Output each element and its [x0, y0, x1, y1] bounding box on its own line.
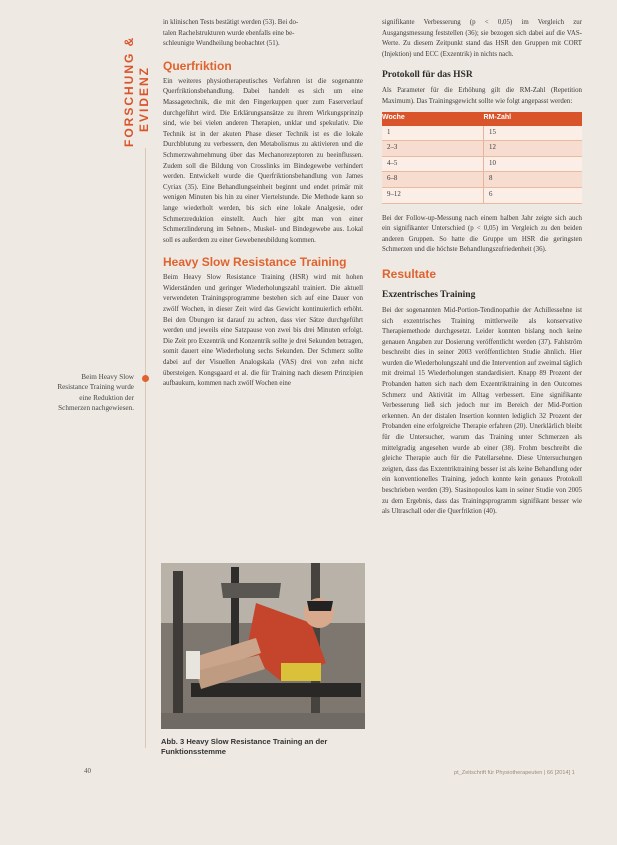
section-tab-line2: EVIDENZ — [137, 65, 151, 132]
paragraph-hsr: Beim Heavy Slow Resistance Training (HSR) wird mit hohen Widerständen und geringer Wiederholungszahl trainiert. Die aktuell verwendeten Trainingsprogramme bestehen sich auf eine Dauer von zwölf Wochen, in dieser Zeit wird das Gewicht kontinuierlich erhöht. Bei den Übungen ist darauf zu achten, dass vier Sätze durchgeführt werden und jeweils eine Satzpause von zwei bis drei Minuten erfolgt. Die Zeit pro Exzentrik und Konzentrik sollte je drei Sekunden betragen, somit dauert eine Wiederholung sechs Sekunden. Der Schmerz sollte dabei auf der Visuellen Analogskala (VAS) drei von zehn nicht übersteigen. Kongsgaard et al. die für Training nach diesem Prinzipien aufbaukum, kommen nach zwölf Wochen eine — [163, 274, 363, 388]
footer-journal: pt_Zeitschrift für Physiotherapeuten | 66 [2014] 1 — [454, 770, 575, 776]
paragraph-followup: Bei der Follow-up-Messung nach einem halben Jahr zeigte sich auch ein signifikanter Unterschied (p < 0,05) im Vergleich zu den beiden anderen Gruppen. So hatte die Gruppe um HSR die geringsten Schmerzen und die höchste Behandlungszufriedenheit (36). — [382, 214, 582, 254]
intro-line-2: talen Rachelstrukturen wurde ebenfalls eine be- — [163, 29, 295, 37]
margin-note-bullet — [142, 375, 149, 382]
margin-note: Beim Heavy Slow Resistance Training wurde eine Reduktion der Schmerzen nachgewiesen. — [57, 373, 134, 413]
paragraph-intro-right: signifikante Verbesserung (p < 0,05) im Vergleich zur Ausgangsmessung feststellen (36); sie bezogen sich dabei auf die VAS-Werte. Zu diesem Zeitpunkt stand das HSR den Gruppen mit CORT (Injektion) und ECC (Exzentrik) in nichts nach. — [382, 19, 582, 58]
margin-rule — [145, 148, 146, 748]
rm-table — [382, 112, 582, 204]
figure-photo — [161, 563, 365, 729]
table-row — [382, 141, 582, 157]
table-row — [382, 172, 582, 188]
paragraph-protokoll: Als Parameter für die Erhöhung gilt die RM-Zahl (Repetition Maximum). Das Trainingsgewicht sollte wie folgt angepasst werden: — [382, 87, 582, 105]
section-tab-line1: FORSCHUNG & — [122, 35, 136, 147]
intro-line-1: in klinischen Tests bestätigt werden (53). Bei do- — [163, 19, 299, 26]
figure-caption: Abb. 3 Heavy Slow Resistance Training an der Funktionsstemme — [161, 737, 328, 756]
table-cell-rm: 8 — [484, 172, 583, 188]
table-cell-rm: 12 — [484, 141, 583, 157]
intro-line-3: schleunigte Wundheilung beobachtet (51). — [163, 40, 280, 48]
column-right — [382, 18, 582, 518]
table-cell-rm: 6 — [484, 187, 583, 203]
heading-protokoll: Protokoll für das HSR — [382, 70, 473, 81]
table-cell-woche: 4–5 — [382, 156, 484, 172]
section-tab — [118, 12, 158, 152]
heading-hsr: Heavy Slow Resistance Training — [163, 255, 347, 270]
column-left — [163, 18, 363, 390]
table-cell-woche: 2–3 — [382, 141, 484, 157]
paragraph-exzentrisch: Bei der sogenannten Mid-Portion-Tendinopathie der Achillessehne ist sich exzentrisches Training mittlerweile als konservative Therapiemethode durchgesetzt. Leider konnten bislang noch keine genauen Angaben zur Dosierung veröffentlicht werden (37). Fahlström beschreibt dies in seiner 2003 veröffentlichten Studie ähnlich. Hier wurden die Wiederholungszahl und die Intervention auf zweimal täglich mit dreimal 15 Wiederholungen standardisiert. Knapp 89 Prozent der Probanden hatten sich nach dem Exzentriktraining in den Outcomes Schmerz und Aktivität im Alltag verbessert. Eine signifikante Verbesserung ließ sich jedoch nur im Bereich der Mid-Portion erkennen. An der distalen Insertion konnten lediglich 32 Prozent der Probanden eine erfolgreiche Therapie erfahren (20). Unerklärlich bleibt für die Untersucher, warum das Training unter Schmerzen als mittelgradig angesehen wurde ab einer (38). Frohm beschreibt die gleiche Therapie auch für die Patellarsehne. Diese Untersuchungen zeigten, dass das Exzentriktraining besser ist als keine Behandlung oder ein konventionelles Training, jedoch konnte kein genaues Protokoll beschrieben werden (39). Stasinopoulos kam in seiner Studie von 2005 zu dem Ergebnis, dass das Trainingsprogramm signifikant besser wie als Ultraschall oder die Querfriktion (40). — [382, 306, 582, 516]
paragraph-querfriktion: Ein weiteres physiotherapeutisches Verfahren ist die sogenannte Querfriktionsbehandlung. Dabei handelt es sich um eine Massagetechnik, die mit den Fingerkuppen quer zum Faserverlauf durchgeführt wird. Die Erklärungsansätze zu ihrem Wirkungsprinzip sind, wie bei vielen anderen Therapien, unklar und spekulativ. Die Technik ist in der akuten Phase dieser Technik ist es die lokale Durchblutung zu verbessern, den Metabolismus zu aktivieren und die Schmerzwahrnehmung über das Mechanorezeptoren zu beeinflussen. Zudem soll die Bildung von Crosslinks im Bindegewebe verhindert werden. Entwickelt wurde die Querfriktionsbehandlung von James Cyriax (35). Eine Behandlungseinheit beginnt und endet primär mit wenigen Minuten bis hin zu einer Viertelstunde. Die Methode kann so lange wiederholt werden, bis sich eine lokale Analgesie, oder Schmerzreduktion einstellt. Auch hier gibt man von einer Schmerzlinderung im Sehnen-, Muskel- und Bindegewebe aus. Lokal soll es außerdem zu einer Gewebeneubildung kommen. — [163, 77, 363, 244]
rm-table-header-woche: Woche — [382, 112, 484, 126]
table-row — [382, 126, 582, 141]
table-cell-woche: 6–8 — [382, 172, 484, 188]
table-row — [382, 187, 582, 203]
heading-resultate: Resultate — [382, 266, 437, 281]
heading-querfriktion: Querfriktion — [163, 58, 232, 73]
table-row — [382, 156, 582, 172]
table-cell-rm: 15 — [484, 126, 583, 141]
rm-table-header-rm: RM-Zahl — [484, 112, 583, 126]
table-cell-woche: 9–12 — [382, 187, 484, 203]
training-photo-illustration — [161, 563, 365, 729]
rm-table-header-row — [382, 112, 582, 126]
page-number: 40 — [84, 767, 91, 775]
heading-exzentrisch: Exzentrisches Training — [382, 289, 476, 300]
table-cell-woche: 1 — [382, 126, 484, 141]
table-cell-rm: 10 — [484, 156, 583, 172]
